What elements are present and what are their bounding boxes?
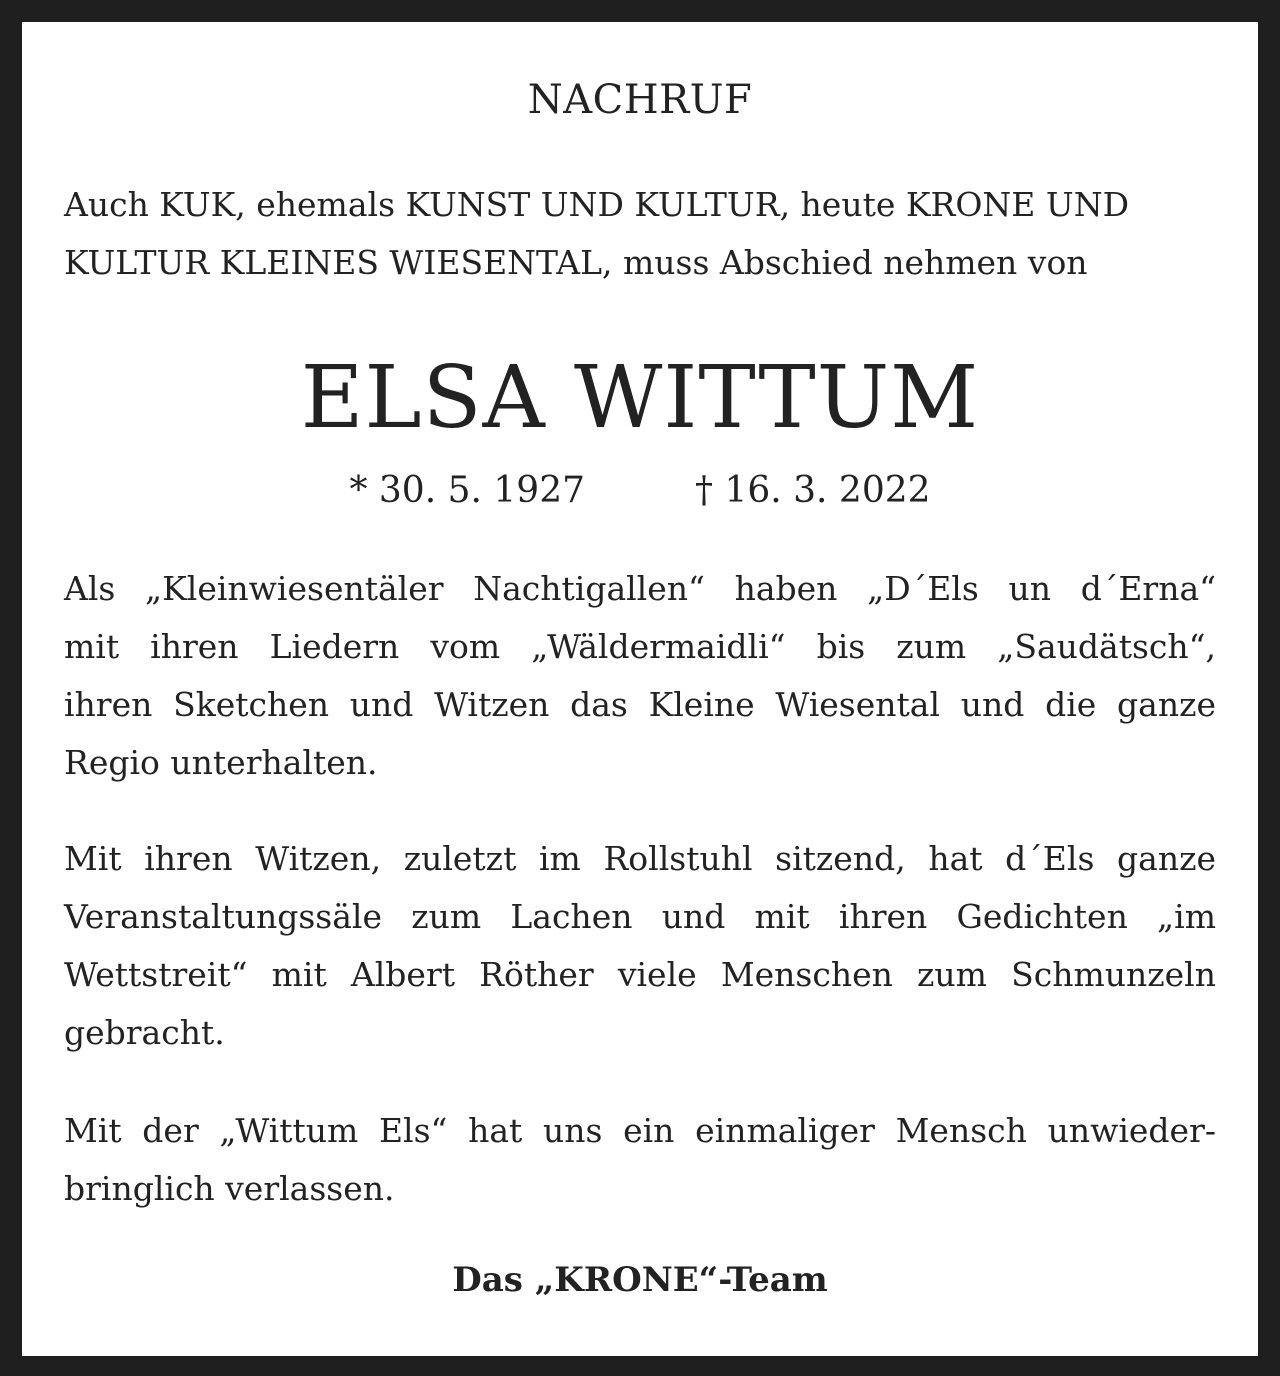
paragraph-line: Mit ihren Witzen, zuletzt im Rollstuhl sitzend, hat d´Els ganze bbox=[64, 839, 1216, 878]
paragraph-nightingales bbox=[64, 560, 1216, 792]
obituary-notice bbox=[22, 22, 1258, 1356]
paragraph-jokes bbox=[64, 830, 1216, 1062]
life-dates bbox=[22, 468, 1258, 514]
intro-line: Auch KUK, ehemals KUNST UND KULTUR, heute KRONE UND bbox=[64, 185, 1130, 224]
paragraph-line: Veranstaltungssäle zum Lachen und mit ihren Gedichten „im bbox=[64, 897, 1216, 936]
paragraph-line: mit ihren Liedern vom „Wäldermaidli“ bis zum „Saudätsch“, bbox=[64, 627, 1216, 666]
birth-date: * 30. 5. 1927 bbox=[349, 470, 585, 511]
paragraph-farewell bbox=[64, 1102, 1216, 1218]
paragraph-line: bringlich verlassen. bbox=[64, 1169, 395, 1208]
paragraph-line: Wettstreit“ mit Albert Röther viele Menschen zum Schmunzeln bbox=[64, 955, 1216, 994]
intro-text bbox=[64, 176, 1216, 292]
paragraph-line: gebracht. bbox=[64, 1013, 225, 1052]
intro-line: KULTUR KLEINES WIESENTAL, muss Abschied nehmen von bbox=[64, 243, 1088, 282]
death-date: † 16. 3. 2022 bbox=[695, 470, 931, 511]
paragraph-line: Regio unterhalten. bbox=[64, 743, 378, 782]
paragraph-line: ihren Sketchen und Witzen das Kleine Wiesental und die ganze bbox=[64, 685, 1216, 724]
paragraph-line: Mit der „Wittum Els“ hat uns ein einmaliger Mensch unwieder- bbox=[64, 1111, 1216, 1150]
notice-heading: NACHRUF bbox=[527, 77, 753, 123]
signature: Das „KRONE“-Team bbox=[452, 1260, 828, 1300]
paragraph-line: Als „Kleinwiesentäler Nachtigallen“ haben „D´Els un d´Erna“ bbox=[64, 569, 1216, 608]
deceased-name: ELSA WITTUM bbox=[300, 348, 980, 448]
